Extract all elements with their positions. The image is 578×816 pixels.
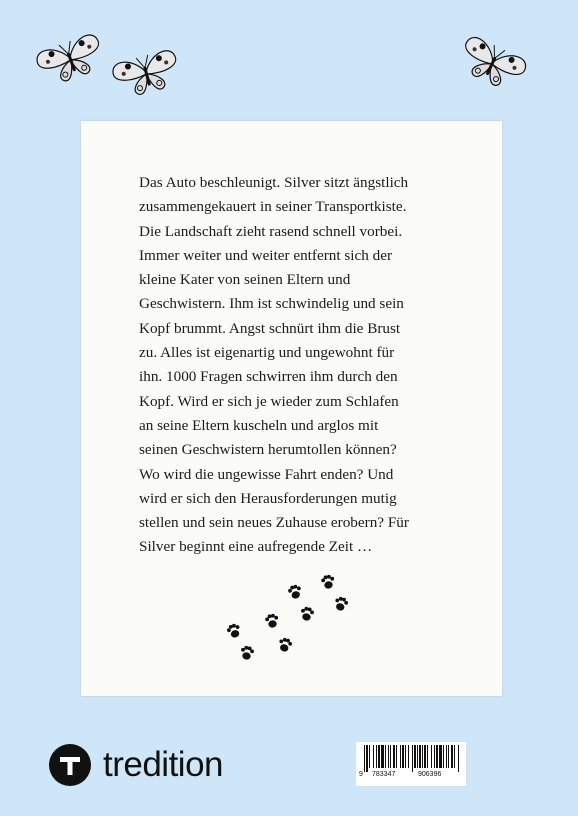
barcode-bar <box>448 745 449 768</box>
paw-print-icon <box>226 622 243 639</box>
barcode-bar <box>414 745 416 768</box>
barcode-bar <box>408 745 409 768</box>
blurb-line: stellen und sein neues Zuhause erobern? Für <box>139 514 409 532</box>
barcode-bar <box>446 745 447 768</box>
blurb-line: zusammengekauert in seiner Transportkiste. <box>139 198 407 216</box>
barcode-bar <box>385 745 386 768</box>
barcode-bar <box>381 745 384 768</box>
barcode-bar <box>373 745 374 768</box>
barcode-bar <box>424 745 426 768</box>
tredition-logo-icon <box>47 742 93 788</box>
barcode-bar <box>451 745 453 768</box>
publisher-logo <box>47 742 223 788</box>
paw-print-icon <box>277 637 293 653</box>
barcode-bar <box>419 745 421 768</box>
blurb-line: Kopf brummt. Angst schnürt ihm die Brust <box>139 319 401 337</box>
butterfly-icon <box>110 44 182 100</box>
blurb-line: zu. Alles ist eigenartig und ungewohnt für <box>139 344 395 362</box>
blurb-line: Silver beginnt eine aufregende Zeit … <box>139 538 373 556</box>
butterfly-icon <box>34 30 106 86</box>
barcode-bar <box>364 745 365 772</box>
blurb-line: Geschwistern. Ihm ist schwindelig und sein <box>139 295 404 313</box>
barcode-bar <box>439 745 442 768</box>
barcode-bar <box>396 745 397 768</box>
blurb-line: Wo wird die ungewisse Fahrt enden? Und <box>139 465 394 483</box>
paw-print-icon <box>320 574 335 590</box>
paw-print-icon <box>333 596 349 612</box>
paw-print-icon <box>300 606 315 622</box>
barcode-bar <box>405 745 406 768</box>
barcode-bar <box>454 745 455 768</box>
barcode-bar <box>393 745 395 768</box>
barcode-bar <box>412 745 413 772</box>
blurb-line: Die Landschaft zieht rasend schnell vorbei. <box>139 222 403 240</box>
blurb-card <box>81 121 502 696</box>
barcode-bar <box>366 745 368 772</box>
blurb-line: ihn. 1000 Fragen schwirren ihm durch den <box>139 368 398 386</box>
blurb-line: wird er sich den Herausforderungen mutig <box>139 489 397 507</box>
blurb-line: Das Auto beschleunigt. Silver sitzt ängstlich <box>139 174 409 191</box>
barcode-bar <box>378 745 380 768</box>
blurb-line: an seine Eltern kuscheln und arglos mit <box>139 416 379 434</box>
barcode-bar <box>427 745 428 768</box>
barcode-bar <box>390 745 391 768</box>
barcode-bar <box>436 745 438 768</box>
isbn-group-1: 783347 <box>372 771 396 778</box>
blurb-line: kleine Kater von seinen Eltern und <box>139 271 351 289</box>
isbn-barcode <box>356 742 466 786</box>
butterfly-icon <box>456 34 528 94</box>
blurb-line: seinen Geschwistern herumtollen können? <box>139 441 397 459</box>
barcode-bar <box>376 745 377 768</box>
paw-print-icon <box>287 584 303 600</box>
barcode-bar <box>388 745 389 768</box>
barcode-bar <box>458 745 459 772</box>
paw-print-icon <box>264 613 279 629</box>
barcode-bar <box>431 745 432 768</box>
barcode-bars <box>356 742 466 772</box>
paw-prints <box>81 121 502 696</box>
blurb-line: Immer weiter und weiter entfernt sich der <box>139 246 393 264</box>
barcode-bar <box>417 745 418 768</box>
barcode-bar <box>434 745 435 768</box>
blurb-line: Kopf. Wird er sich je wieder zum Schlafen <box>139 392 399 410</box>
paw-print-icon <box>240 645 255 661</box>
barcode-bar <box>443 745 444 768</box>
isbn-group-2: 906396 <box>418 771 442 778</box>
publisher-name: tredition <box>103 745 224 784</box>
barcode-bar <box>422 745 423 768</box>
barcode-bar <box>369 745 370 768</box>
barcode-bar <box>402 745 404 768</box>
isbn-prefix: 9 <box>359 771 363 778</box>
barcode-bar <box>400 745 401 768</box>
